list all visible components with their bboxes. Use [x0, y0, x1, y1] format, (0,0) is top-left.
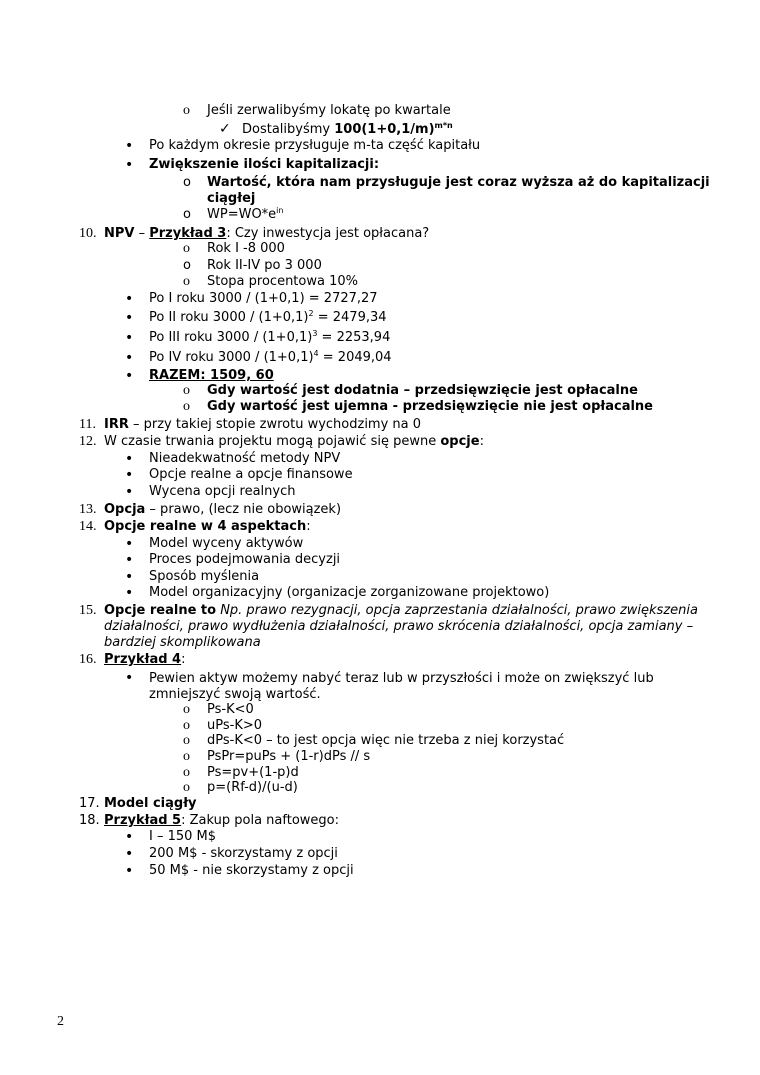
text-line: Po III roku $3000 / (1+0,1)^3 = 2253,94$	[149, 329, 391, 345]
sub-bullet: o	[183, 749, 190, 764]
sub-bullet: o	[183, 733, 190, 748]
text-line: Ps-K<0	[207, 702, 254, 717]
text-line: Po każdym okresie przysługuje m-ta część kapitału	[149, 138, 481, 153]
bullet: •	[125, 350, 134, 366]
text-line: Jeśli zerwalibyśmy lokatę po kwartale	[207, 103, 451, 118]
text-line: Po II roku $3000 / (1+0,1)^2 = 2479,34$	[149, 309, 387, 325]
text-line: Rok I -8 000	[207, 241, 285, 256]
bullet: •	[125, 484, 134, 500]
text-line: Przykład 5: Zakup pola naftowego:	[104, 813, 339, 828]
text-line: Stopa procentowa 10%	[207, 274, 358, 289]
sub-bullet: o	[183, 718, 190, 733]
bullet: •	[125, 467, 134, 483]
list-number: 12.	[79, 434, 97, 449]
page-number: 2	[57, 1014, 64, 1029]
text-line: Model ciągły	[104, 796, 197, 811]
list-number: 16.	[79, 652, 97, 667]
text-line: uPs-K>0	[207, 718, 263, 733]
bullet: •	[125, 829, 134, 845]
bullet: •	[125, 310, 134, 326]
text-line: bardziej skomplikowana	[104, 635, 261, 650]
sub-bullet: o	[183, 175, 191, 190]
text-line: Gdy wartość jest dodatnia – przedsięwzięcie jest opłacalne	[207, 383, 638, 398]
text-line: Opcje realne a opcje finansowe	[149, 467, 353, 482]
bullet: •	[125, 451, 134, 467]
bullet: •	[125, 846, 134, 862]
text-line: Wycena opcji realnych	[149, 484, 296, 499]
bullet: •	[125, 536, 134, 552]
text-line: Po I roku 3000 / (1+0,1) = 2727,27	[149, 291, 378, 306]
text-line: 200 M$ - skorzystamy z opcji	[149, 846, 338, 861]
text-line: p=(Rf-d)/(u-d)	[207, 780, 298, 795]
text-line: Proces podejmowania decyzji	[149, 552, 341, 567]
text-line: W czasie trwania projektu mogą pojawić się pewne opcje:	[104, 434, 484, 449]
heading-line: Zwiększenie ilości kapitalizacji:	[149, 157, 380, 172]
sub-bullet: o	[183, 780, 190, 795]
text-line: działalności, prawo wydłużenia działalności, prawo skrócenia działalności, opcja zamiany –	[104, 619, 694, 634]
text-line: Opcje realne w 4 aspektach:	[104, 519, 311, 534]
text-line: dPs-K<0 – to jest opcja więc nie trzeba z niej korzystać	[207, 733, 565, 748]
bullet: •	[125, 368, 134, 384]
bullet: •	[125, 330, 134, 346]
text-line: 50 M$ - nie skorzystamy z opcji	[149, 863, 354, 878]
text-line: Sposób myślenia	[149, 569, 260, 584]
text-line: Gdy wartość jest ujemna - przedsięwzięcie nie jest opłacalne	[207, 399, 653, 414]
bullet: •	[125, 569, 134, 585]
text-line: IRR – przy takiej stopie zwrotu wychodzimy na 0	[104, 417, 422, 432]
sub-bullet: o	[183, 258, 191, 273]
sub-bullet: o	[183, 702, 190, 717]
sub-bullet: o	[183, 399, 190, 414]
text-line: Nieadekwatność metody NPV	[149, 451, 341, 466]
text-line: Dostalibyśmy $100(1+0,1/m)^{m*n}$	[242, 121, 453, 137]
bullet: •	[125, 291, 134, 307]
text-line: Wartość, która nam przysługuje jest coraz wyższa aż do kapitalizacji	[207, 175, 710, 190]
text-line: NPV – Przykład 3: Czy inwestycja jest opłacana?	[104, 226, 430, 241]
bullet: •	[125, 670, 134, 686]
list-number: 17.	[79, 796, 100, 811]
text-line: Model organizacyjny (organizacje zorganizowane projektowo)	[149, 585, 550, 600]
bullet: •	[125, 552, 134, 568]
sub-bullet: o	[183, 103, 190, 118]
text-line: Opcje realne to Np. prawo rezygnacji, opcja zaprzestania działalności, prawo zwiększenia	[104, 603, 698, 618]
text-line: Pewien aktyw możemy nabyć teraz lub w przyszłości i może on zwiększyć lub	[149, 671, 654, 686]
list-number: 11.	[79, 417, 96, 432]
bullet: •	[125, 138, 134, 154]
sub-bullet: o	[183, 207, 191, 222]
text-line: Przykład 4:	[104, 652, 186, 667]
sub-bullet: o	[183, 241, 190, 256]
text-line: Po IV roku $3000 / (1+0,1)^4 = 2049,04$	[149, 349, 392, 365]
sub-bullet: o	[183, 274, 190, 289]
list-number: 18.	[79, 813, 100, 828]
text-line: I – 150 M$	[149, 829, 217, 844]
bullet: •	[125, 157, 134, 173]
text-line: Model wyceny aktywów	[149, 536, 304, 551]
list-number: 15.	[79, 603, 97, 618]
text-line: zmniejszyć swoją wartość.	[149, 687, 321, 702]
list-number: 10.	[79, 226, 97, 241]
list-number: 13.	[79, 502, 97, 517]
list-number: 14.	[79, 519, 97, 534]
sub-bullet: o	[183, 765, 190, 780]
text-line: ciągłej	[207, 191, 256, 206]
total-line: RAZEM: 1509, 60	[149, 368, 274, 383]
text-line: $WP=WO*e^{in}$	[207, 206, 284, 222]
text-line: Opcja – prawo, (lecz nie obowiązek)	[104, 502, 342, 517]
text-line: PsPr=puPs + (1-r)dPs // s	[207, 749, 371, 764]
bullet: •	[125, 585, 134, 601]
text-line: Ps=pv+(1-p)d	[207, 765, 299, 780]
bullet: •	[125, 863, 134, 879]
check-icon: ✓	[219, 121, 231, 137]
text-line: Rok II-IV po 3 000	[207, 258, 322, 273]
sub-bullet: o	[183, 383, 190, 398]
